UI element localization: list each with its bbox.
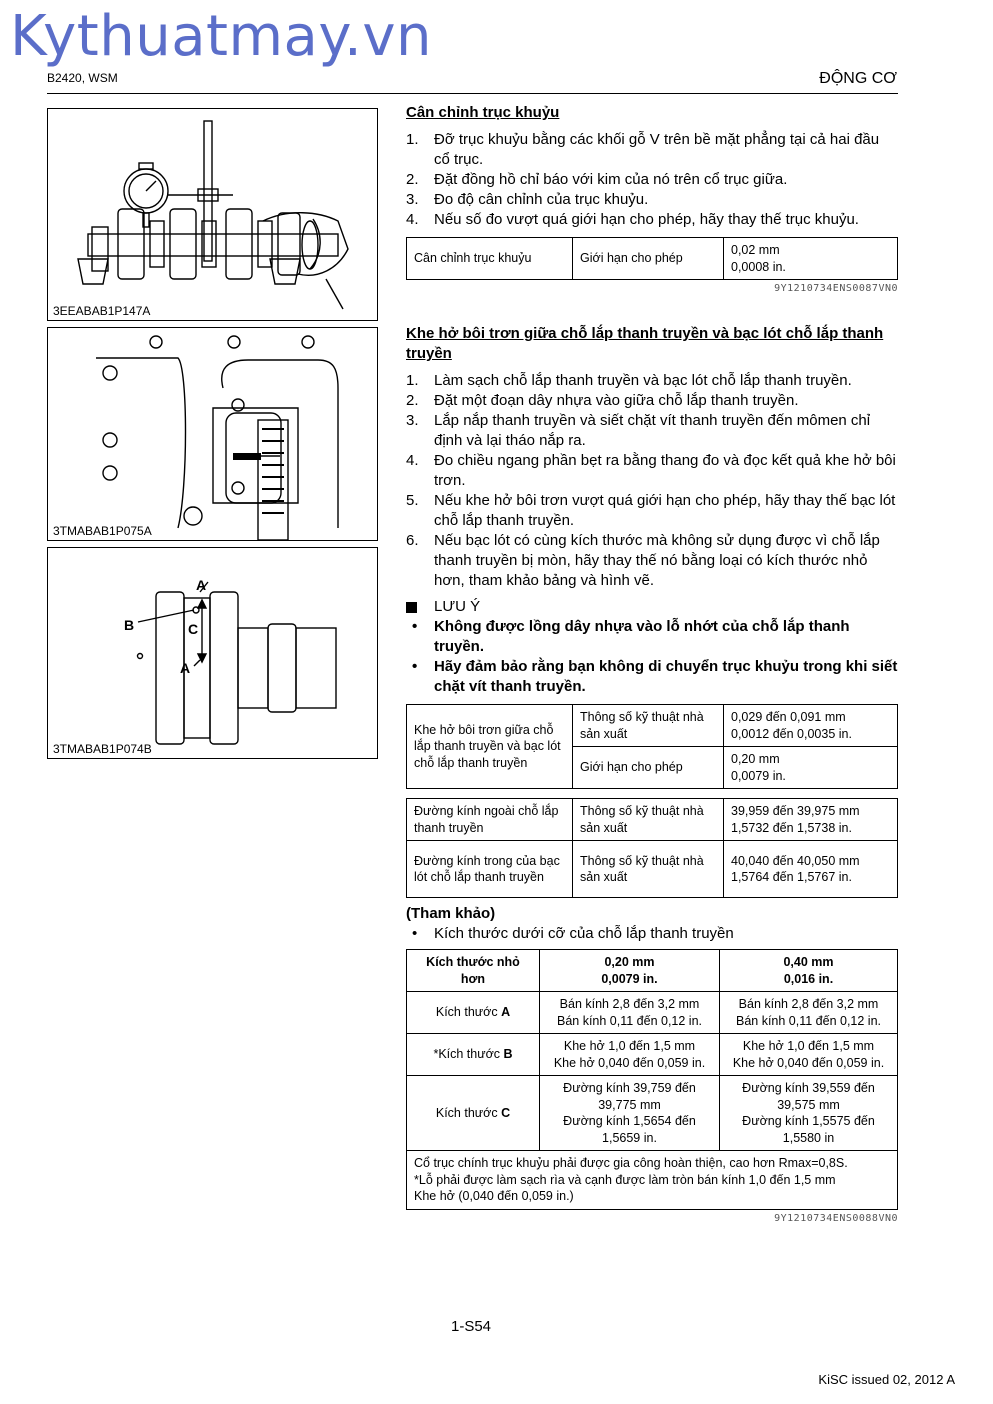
spec-table-clearance: [406, 704, 898, 789]
steps-list: [406, 371, 898, 591]
table-cell: Thông số kỹ thuật nhà sản xuất: [573, 841, 724, 898]
spec-table: [406, 237, 898, 280]
label-a-bottom: A: [180, 660, 191, 676]
section-oil-clearance: [406, 324, 898, 1224]
issued-note: KiSC issued 02, 2012 A: [818, 1372, 955, 1387]
table-cell: Kích thước C: [407, 1076, 540, 1151]
table-cell: 40,040 đến 40,050 mm 1,5764 đến 1,5767 in.: [724, 841, 898, 898]
table-cell: Đường kính 39,759 đến 39,775 mm Đường kính 1,5654 đến 1,5659 in.: [540, 1076, 720, 1151]
note-heading: LƯU Ý: [406, 597, 898, 617]
header-model: B2420, WSM: [47, 71, 118, 85]
table-cell: Giới hạn cho phép: [573, 747, 724, 789]
figure-crankshaft-alignment: [47, 108, 378, 321]
table-cell: Thông số kỹ thuật nhà sản xuất: [573, 705, 724, 747]
header-divider: [47, 93, 898, 94]
note-item: • Hãy đảm bảo rằng bạn không di chuyển trục khuỷu trong khi siết chặt vít thanh truyền.: [412, 658, 898, 695]
table-cell: Bán kính 2,8 đến 3,2 mm Bán kính 0,11 đến 0,12 in.: [540, 992, 720, 1034]
label-b: B: [124, 617, 135, 633]
table-cell: Đường kính ngoài chỗ lắp thanh truyền: [407, 799, 573, 841]
doc-code: 9Y1210734ENS0087VN0: [774, 283, 898, 294]
figure-crankpin-dimensions: [47, 547, 378, 759]
figure-caption: 3EEABAB1P147A: [53, 304, 151, 318]
table-cell: *Kích thước B: [407, 1034, 540, 1076]
step: 6. Nếu bạc lót có cùng kích thước mà không sử dụng được vì chỗ lắp thanh truyền bị mòn, hãy thay thế nó bằng loại có kích thước nhỏ hơn, tham khảo bảng và hình vẽ.: [406, 532, 880, 589]
table-footnote: Cổ trục chính trục khuỷu phải được gia công hoàn thiện, cao hơn Rmax=0,8S. *Lỗ phải được làm sạch rìa và cạnh được làm tròn bán kính 1,0 đến 1,5 mm Khe hở (0,040 đến 0,059 in.): [407, 1151, 898, 1210]
table-cell: Cân chỉnh trục khuỷu: [407, 238, 573, 280]
step: 2. Đặt một đoạn dây nhựa vào giữa chỗ lắp thanh truyền.: [406, 392, 799, 409]
doc-code: 9Y1210734ENS0088VN0: [774, 1212, 898, 1224]
table-cell: 0,20 mm 0,0079 in.: [724, 747, 898, 789]
table-header: 0,20 mm 0,0079 in.: [540, 950, 720, 992]
label-c: C: [188, 621, 199, 637]
section-title: Khe hở bôi trơn giữa chỗ lắp thanh truyền và bạc lót chỗ lắp thanh truyền: [406, 325, 884, 362]
figure-caption: 3TMABAB1P074B: [53, 742, 152, 756]
reference-title: (Tham khảo): [406, 905, 496, 922]
table-cell: Bán kính 2,8 đến 3,2 mm Bán kính 0,11 đến 0,12 in.: [720, 992, 898, 1034]
section-title: Cân chỉnh trục khuỷu: [406, 104, 560, 121]
section-crankshaft-alignment: [406, 103, 898, 294]
page-number: 1-S54: [451, 1318, 492, 1335]
reference-bullet: • Kích thước dưới cỡ của chỗ lắp thanh truyền: [412, 925, 734, 942]
step: 1. Đỡ trục khuỷu bằng các khối gỗ V trên bề mặt phẳng tại cả hai đầu cổ trục.: [406, 131, 880, 168]
notes-list: [406, 617, 898, 697]
table-header: 0,40 mm 0,016 in.: [720, 950, 898, 992]
step: 3. Đo độ cân chỉnh của trục khuỷu.: [406, 191, 649, 208]
steps-list: [406, 130, 898, 230]
step: 4. Nếu số đo vượt quá giới hạn cho phép, hãy thay thế trục khuỷu.: [406, 211, 859, 228]
step: 1. Làm sạch chỗ lắp thanh truyền và bạc lót chỗ lắp thanh truyền.: [406, 372, 852, 389]
note-item: • Không được lồng dây nhựa vào lỗ nhớt của chỗ lắp thanh truyền.: [412, 618, 850, 655]
figure-caption: 3TMABAB1P075A: [53, 524, 152, 538]
table-cell: Đường kính 39,559 đến 39,575 mm Đường kính 1,5575 đến 1,5580 in: [720, 1076, 898, 1151]
table-cell: Khe hở bôi trơn giữa chỗ lắp thanh truyền và bạc lót chỗ lắp thanh truyền: [407, 705, 573, 789]
undersize-table: [406, 949, 898, 1210]
crankshaft-dial-illustration: [48, 109, 379, 322]
table-cell: Khe hở 1,0 đến 1,5 mm Khe hở 0,040 đến 0,059 in.: [720, 1034, 898, 1076]
figure-plastigage: [47, 327, 378, 541]
table-cell: Đường kính trong của bạc lót chỗ lắp thanh truyền: [407, 841, 573, 898]
table-cell: Khe hở 1,0 đến 1,5 mm Khe hở 0,040 đến 0,059 in.: [540, 1034, 720, 1076]
table-cell: 0,02 mm 0,0008 in.: [724, 238, 898, 280]
crankpin-dimension-illustration: [48, 548, 379, 760]
table-cell: 0,029 đến 0,091 mm 0,0012 đến 0,0035 in.: [724, 705, 898, 747]
table-cell: Thông số kỹ thuật nhà sản xuất: [573, 799, 724, 841]
step: 2. Đặt đồng hồ chỉ báo với kim của nó trên cổ trục giữa.: [406, 171, 788, 188]
label-a-top: A: [196, 577, 207, 593]
watermark: Kythuatmay.vn: [10, 4, 432, 69]
square-icon: [406, 602, 417, 613]
table-cell: Kích thước A: [407, 992, 540, 1034]
header-section: ĐỘNG CƠ: [819, 70, 897, 87]
table-header: Kích thước nhỏ hơn: [407, 950, 540, 992]
table-cell: 39,959 đến 39,975 mm 1,5732 đến 1,5738 in.: [724, 799, 898, 841]
table-cell: Giới hạn cho phép: [573, 238, 724, 280]
step: 5. Nếu khe hở bôi trơn vượt quá giới hạn cho phép, hãy thay thế bạc lót chỗ lắp thanh truyền.: [406, 492, 896, 529]
step: 3. Lắp nắp thanh truyền và siết chặt vít thanh truyền đến mômen chỉ định và lại tháo nắp ra.: [406, 412, 871, 449]
step: 4. Đo chiều ngang phần bẹt ra bằng thang đo và đọc kết quả khe hở bôi trơn.: [406, 452, 896, 489]
plastigage-illustration: [48, 328, 379, 542]
spec-table-diameters: [406, 798, 898, 898]
